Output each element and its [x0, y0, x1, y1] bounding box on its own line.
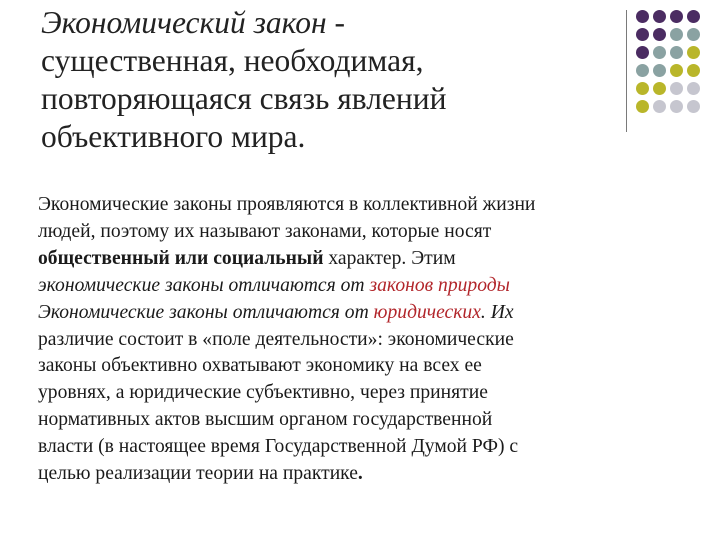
body-line	[38, 300, 678, 327]
dot	[653, 28, 666, 41]
dot	[687, 46, 700, 59]
slide-title	[41, 4, 601, 156]
dot	[687, 10, 700, 23]
dot	[670, 46, 683, 59]
body-text: целью реализации теории на практике	[38, 463, 358, 485]
dot	[687, 64, 700, 77]
definition-line-2: повторяющаяся связь явлений	[41, 81, 447, 116]
body-line: нормативных актов высшим органом государственной	[38, 409, 493, 431]
emphasis-bold: общественный или социальный	[38, 247, 324, 269]
dot	[636, 46, 649, 59]
dot	[653, 10, 666, 23]
definition-line-1: существенная, необходимая,	[41, 43, 424, 78]
body-line: уровнях, а юридические субъективно, через принятие	[38, 382, 488, 404]
dot	[670, 28, 683, 41]
body-line: законы объективно охватывают экономику на всех ее	[38, 355, 482, 377]
highlight-red: юридических	[373, 301, 481, 323]
decorative-divider	[626, 10, 627, 132]
highlight-red: законов природы	[369, 274, 510, 296]
definition-line-3: объективного мира.	[41, 119, 306, 154]
body-line: власти (в настоящее время Государственной Думой РФ) с	[38, 436, 519, 458]
term-heading: Экономический закон -	[41, 5, 345, 40]
body-text: . Их	[480, 301, 514, 323]
dot	[636, 64, 649, 77]
dot	[653, 64, 666, 77]
dot	[653, 46, 666, 59]
dot	[687, 82, 700, 95]
emphasis-italic: экономические законы отличаются от	[38, 274, 370, 296]
dot	[653, 100, 666, 113]
body-line: Экономические законы проявляются в коллективной жизни	[38, 194, 536, 215]
dot	[636, 100, 649, 113]
body-text: характер. Этим	[323, 247, 456, 269]
dot	[670, 100, 683, 113]
body-line	[38, 461, 678, 488]
body-text: .	[357, 463, 363, 485]
dot	[636, 82, 649, 95]
dot	[670, 64, 683, 77]
emphasis-italic: Экономические законы отличаются от	[38, 301, 374, 323]
dot	[687, 100, 700, 113]
dot	[636, 10, 649, 23]
dot	[670, 82, 683, 95]
dot	[670, 10, 683, 23]
dot	[653, 82, 666, 95]
body-paragraph	[38, 192, 678, 488]
body-line	[38, 273, 678, 300]
dot	[636, 28, 649, 41]
body-line: людей, поэтому их называют законами, которые носят	[38, 220, 492, 242]
body-line	[38, 246, 678, 273]
dot	[687, 28, 700, 41]
body-line: различие состоит в «поле деятельности»: экономические	[38, 328, 514, 350]
